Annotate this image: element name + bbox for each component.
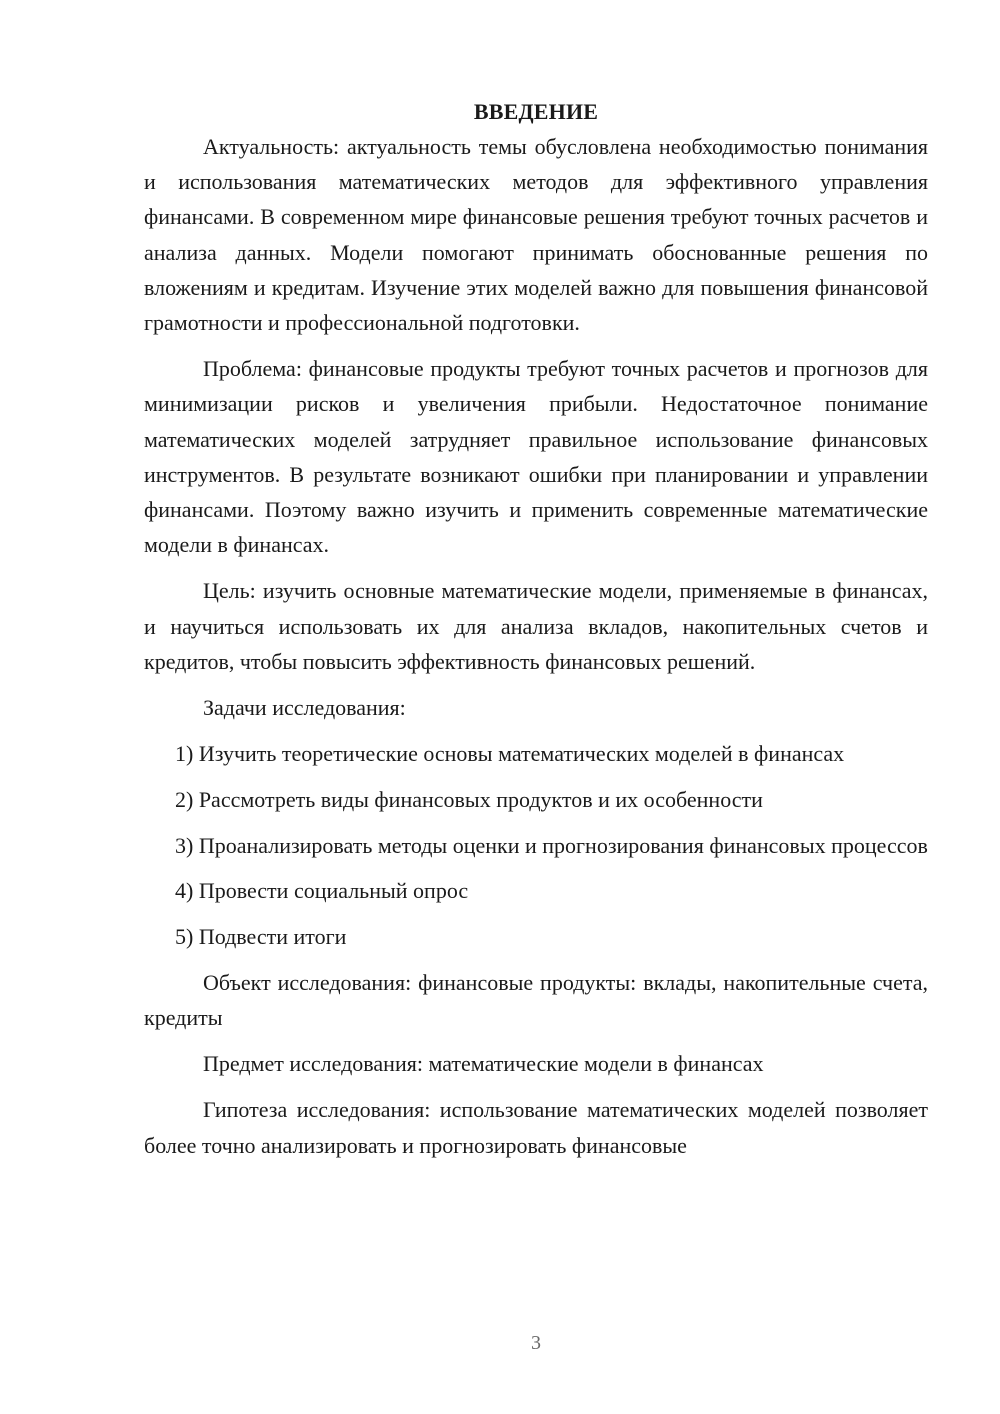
paragraph-hypothesis: Гипотеза исследования: использование математических моделей позволяет более точно анализировать и прогнозировать финансовые: [144, 1097, 928, 1158]
paragraph-goal: Цель: изучить основные математические модели, применяемые в финансах, и научиться использовать их для анализа вкладов, накопительных счетов и кредитов, чтобы повысить эффективность финансовых решений.: [144, 578, 928, 674]
section-heading: ВВЕДЕНИЕ: [473, 99, 599, 124]
page-number: 3: [531, 1332, 541, 1354]
paragraph-problem: Проблема: финансовые продукты требуют точных расчетов и прогнозов для минимизации рисков и увеличения прибыли. Недостаточное понимание математических моделей затрудняет правильное использование финансовых инструментов. В результате возникают ошибки при планировании и управлении финансами. Поэтому важно изучить и применить современные математические модели в финансах.: [144, 356, 928, 558]
task-item-4: 4) Провести социальный опрос: [175, 878, 469, 904]
task-item-2: 2) Рассмотреть виды финансовых продуктов и их особенности: [175, 786, 763, 812]
paragraph-object: Объект исследования: финансовые продукты: вклады, накопительные счета, кредиты: [144, 969, 928, 1030]
task-item-5: 5) Подвести итоги: [175, 924, 347, 950]
document-page: [144, 94, 928, 1174]
tasks-title: Задачи исследования:: [203, 695, 406, 721]
paragraph-relevance: Актуальность: актуальность темы обусловлена необходимостью понимания и использования математических методов для эффективного управления финансами. В современном мире финансовые решения требуют точных расчетов и анализа данных. Модели помогают принимать обоснованные решения по вложениям и кредитам. Изучение этих моделей важно для повышения финансовой грамотности и профессиональной подготовки.: [144, 134, 928, 336]
task-item-1: 1) Изучить теоретические основы математических моделей в финансах: [175, 741, 845, 767]
paragraph-subject: Предмет исследования: математические модели в финансах: [203, 1051, 764, 1077]
task-item-3: 3) Проанализировать методы оценки и прогнозирования финансовых процессов: [175, 832, 928, 858]
tasks-list: [144, 736, 928, 954]
